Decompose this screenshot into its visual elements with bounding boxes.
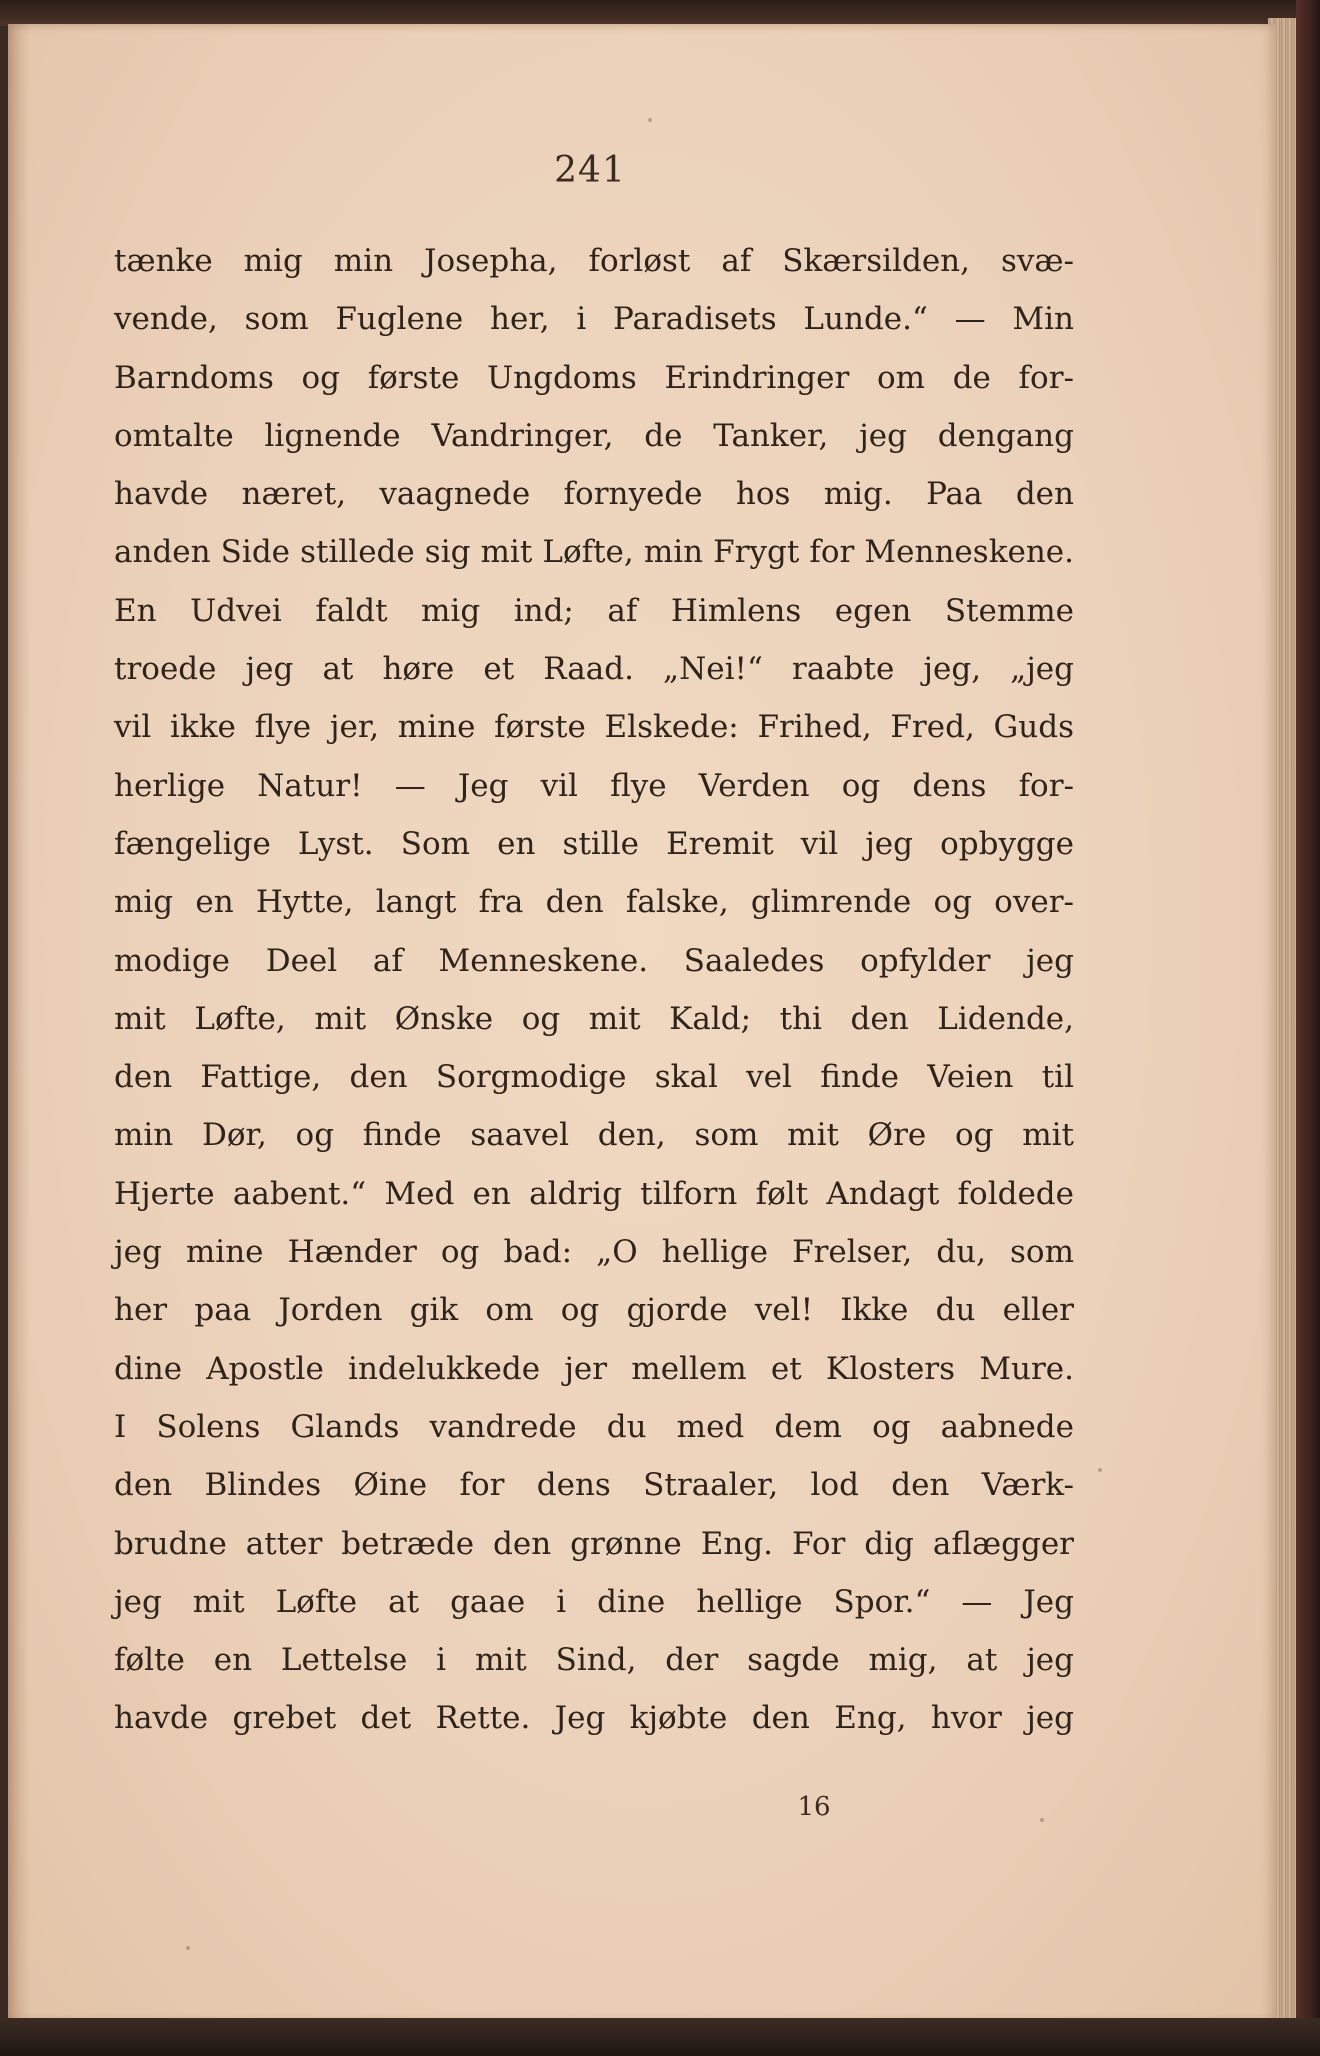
text-line: omtalte lignende Vandringer, de Tanker, jeg dengang	[114, 417, 1074, 454]
text-line: I Solens Glands vandrede du med dem og aabnede	[114, 1408, 1074, 1445]
text-line: vil ikke flye jer, mine første Elskede: Frihed, Fred, Guds	[114, 709, 1074, 746]
text-line: Hjerte aabent.“ Med en aldrig tilforn følt Andagt foldede	[114, 1175, 1074, 1212]
book-cover-bottom-edge	[0, 2018, 1320, 2056]
paper-speck	[1040, 1818, 1044, 1822]
text-line: troede jeg at høre et Raad. „Nei!“ raabte jeg, „jeg	[114, 651, 1074, 688]
text-line: havde næret, vaagnede fornyede hos mig. Paa den	[114, 476, 1074, 513]
text-line: mig en Hytte, langt fra den falske, glimrende og over-	[114, 884, 1074, 921]
text-line: brudne atter betræde den grønne Eng. For dig aflægger	[114, 1525, 1074, 1562]
text-line: følte en Lettelse i mit Sind, der sagde mig, at jeg	[114, 1642, 1074, 1679]
text-line: her paa Jorden gik om og gjorde vel! Ikke du eller	[114, 1292, 1074, 1329]
paper-speck	[186, 1946, 190, 1950]
page-number: 241	[554, 150, 626, 191]
text-line: tænke mig min Josepha, forløst af Skærsilden, svæ-	[114, 243, 1074, 279]
book-cover-right-edge	[1296, 0, 1320, 2056]
text-line: den Blindes Øine for dens Straaler, lod den Værk-	[114, 1467, 1074, 1504]
body-text	[114, 232, 1074, 1748]
paper-speck	[648, 118, 652, 122]
text-line: anden Side stillede sig mit Løfte, min Frygt for Menneskene.	[114, 534, 1074, 571]
text-line: vende, som Fuglene her, i Paradisets Lunde.“ — Min	[114, 301, 1074, 338]
signature-mark: 16	[797, 1792, 831, 1822]
text-line: En Udvei faldt mig ind; af Himlens egen Stemme	[114, 592, 1074, 629]
book-cover-top-edge	[0, 0, 1320, 26]
text-line: den Fattige, den Sorgmodige skal vel finde Veien til	[114, 1059, 1074, 1096]
text-line: modige Deel af Menneskene. Saaledes opfylder jeg	[114, 942, 1074, 979]
text-line: mit Løfte, mit Ønske og mit Kald; thi den Lidende,	[114, 1000, 1074, 1037]
text-line: Barndoms og første Ungdoms Erindringer om de for-	[114, 359, 1074, 396]
text-line: jeg mit Løfte at gaae i dine hellige Spor.“ — Jeg	[114, 1583, 1074, 1620]
text-line: havde grebet det Rette. Jeg kjøbte den Eng, hvor jeg	[114, 1700, 1074, 1737]
text-line: dine Apostle indelukkede jer mellem et Klosters Mure.	[114, 1350, 1074, 1387]
gutter-shadow	[8, 24, 30, 2022]
text-line: fængelige Lyst. Som en stille Eremit vil jeg opbygge	[114, 825, 1074, 862]
paper-speck	[1098, 1468, 1102, 1472]
text-line: jeg mine Hænder og bad: „O hellige Frelser, du, som	[114, 1234, 1074, 1271]
text-line: min Dør, og finde saavel den, som mit Øre og mit	[114, 1117, 1074, 1154]
text-line: herlige Natur! — Jeg vil flye Verden og dens for-	[114, 767, 1074, 804]
